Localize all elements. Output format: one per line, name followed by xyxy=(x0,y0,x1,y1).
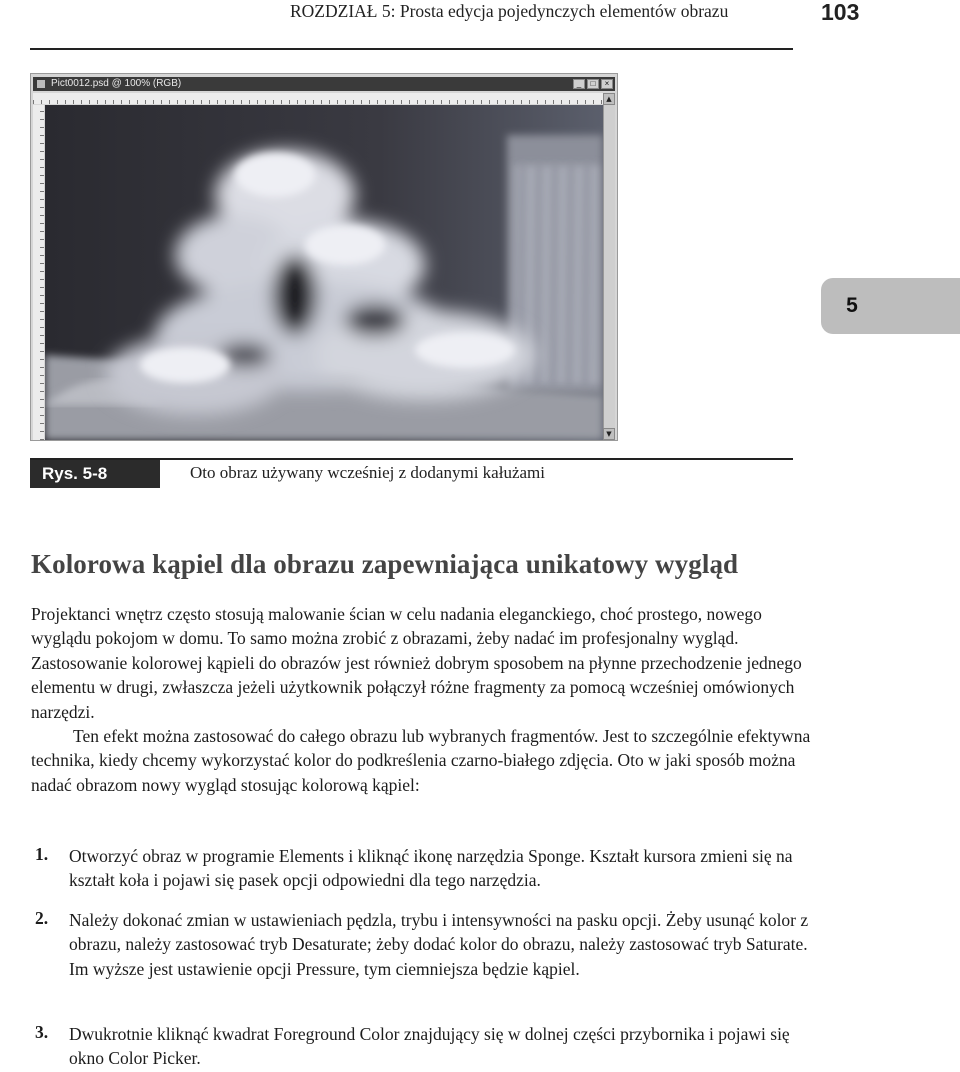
header-rule xyxy=(30,48,793,50)
step-number: 3. xyxy=(35,1022,49,1042)
step-text: Dwukrotnie kliknąć kwadrat Foreground Color znajdujący się w dolnej części przybornika i pojawi się okno Color Picker. xyxy=(69,1024,790,1069)
body-paragraph: Projektanci wnętrz często stosują malowanie ścian w celu nadania eleganckiego, choć prostego, nowego wyglądu pokojom w domu. To samo można zrobić z obrazami, żeby nadać im profesjonalny wygląd. Zastosowanie kolorowej kąpieli do obrazów jest również dobrym sposobem na płynne przechodzenie jednego elementu w drugi, zwłaszcza jeżeli użytkownik połączył różne fragmenty za pomocą wcześniej omówionych narzędzi. xyxy=(31,604,802,722)
minimize-button[interactable]: _ xyxy=(573,79,585,89)
running-header-title: ROZDZIAŁ 5: Prosta edycja pojedynczych elementów obrazu xyxy=(290,1,729,21)
image-canvas[interactable] xyxy=(45,105,603,440)
step-text: Otworzyć obraz w programie Elements i kliknąć ikonę narzędzia Sponge. Kształt kursora zmieni się na kształt koła i pojawi się pasek opcji odpowiedni dla tego narzędzia. xyxy=(69,846,793,891)
window-titlebar xyxy=(33,77,615,91)
section-heading: Kolorowa kąpiel dla obrazu zapewniająca unikatowy wygląd xyxy=(31,549,739,579)
step-number: 1. xyxy=(35,844,49,864)
figure-caption: Oto obraz używany wcześniej z dodanymi kałużami xyxy=(190,463,545,482)
close-button[interactable]: × xyxy=(601,79,613,89)
horizontal-ruler xyxy=(33,93,603,104)
photo-foam-sculpture xyxy=(45,105,603,440)
document-icon xyxy=(37,80,45,88)
vertical-ruler xyxy=(33,105,44,440)
body-paragraph: Ten efekt można zastosować do całego obrazu lub wybranych fragmentów. Jest to szczególnie efektywna technika, kiedy chcemy wykorzystać kolor do podkreślenia czarno-białego zdjęcia. Oto w jaki sposób można nadać obrazom nowy wygląd stosując kolorową kąpiel: xyxy=(31,726,811,795)
figure-label: Rys. 5-8 xyxy=(30,460,160,488)
page-number: 103 xyxy=(821,0,860,25)
window-title: Pict0012.psd @ 100% (RGB) xyxy=(51,78,182,89)
step-number: 2. xyxy=(35,908,49,928)
scroll-up-icon[interactable]: ▲ xyxy=(603,93,615,105)
scroll-down-icon[interactable]: ▼ xyxy=(603,428,615,440)
vertical-scrollbar[interactable] xyxy=(603,93,615,440)
figure-screenshot-window xyxy=(30,73,618,441)
step-text: Należy dokonać zmian w ustawieniach pędzla, trybu i intensywności na pasku opcji. Żeby usunąć kolor z obrazu, należy zastosować tryb Desaturate; żeby dodać kolor do obrazu, należy zastosować tryb Saturate. Im wyższe jest ustawienie opcji Pressure, tym ciemniejsza będzie kąpiel. xyxy=(69,910,809,979)
chapter-tab xyxy=(821,278,960,334)
chapter-tab-number: 5 xyxy=(846,294,858,317)
maximize-button[interactable]: □ xyxy=(587,79,599,89)
